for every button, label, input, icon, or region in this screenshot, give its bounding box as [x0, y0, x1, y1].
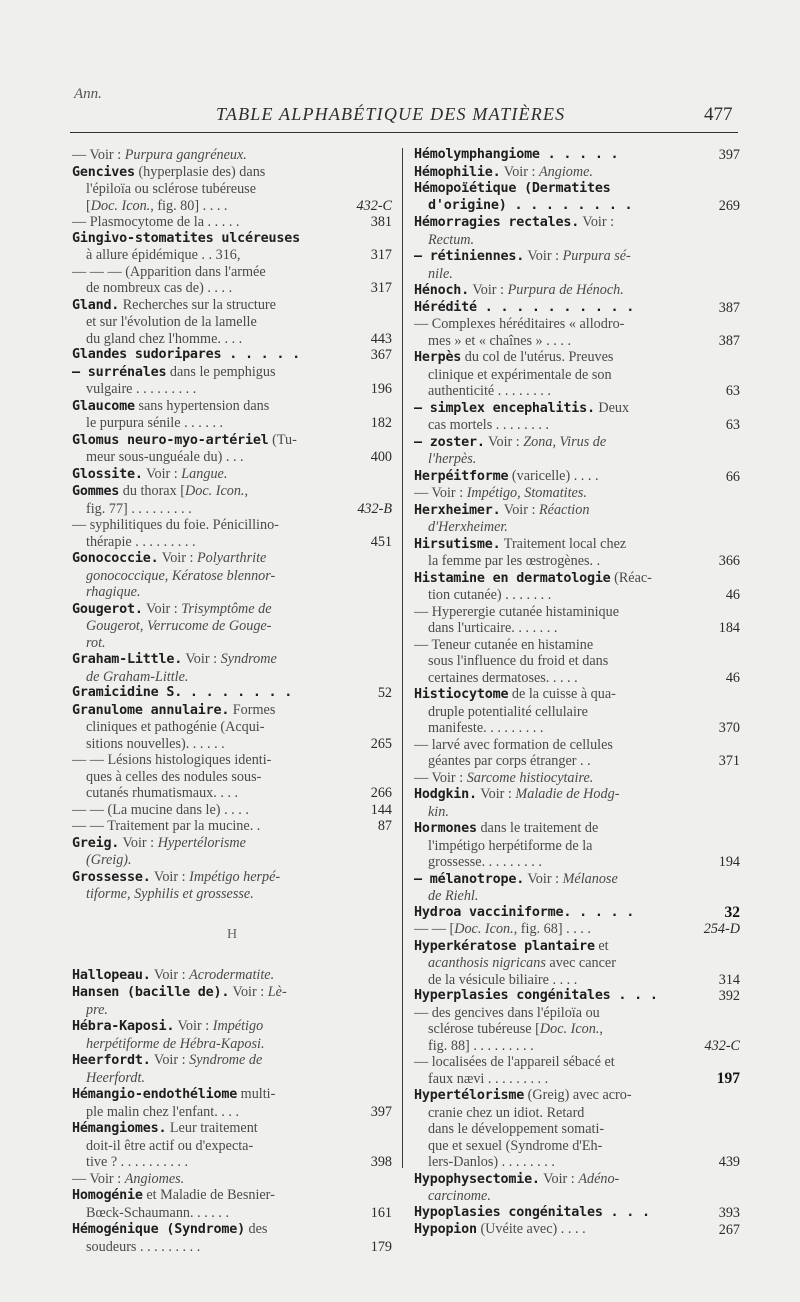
index-line: Glaucome sans hypertension dans	[72, 397, 270, 414]
index-line: Greig. Voir : Hypertélorisme	[72, 834, 246, 851]
index-line: Glomus neuro-myo-artériel (Tu-	[72, 431, 297, 448]
index-line: Histiocytome de la cuisse à qua-	[414, 686, 616, 702]
index-line: Herxheimer. Voir : Réaction	[414, 501, 590, 518]
index-line: — Voir : Purpura gangréneux.	[72, 147, 247, 163]
index-line: — rétiniennes. Voir : Purpura sé-	[414, 248, 631, 264]
index-line: de Riehl.	[428, 888, 479, 904]
index-line: Histamine en dermatologie (Réac-	[414, 569, 652, 586]
index-line: Hémophilie. Voir : Angiome.	[414, 163, 593, 180]
index-line: Gougerot, Verrucome de Gouge-	[86, 618, 272, 634]
index-line: Hypopion (Uvéite avec) . . . . 267	[414, 1221, 740, 1238]
index-line: Hérédité . . . . . . . . . . 387	[414, 299, 740, 316]
index-line: tiforme, Syphilis et grossesse.	[86, 886, 254, 902]
index-line: — des gencives dans l'épiloïa ou	[414, 1004, 600, 1021]
index-line: Hyperkératose plantaire et	[414, 937, 609, 954]
index-column-left	[72, 147, 392, 1255]
index-line: Hémolymphangiome . . . . . 397	[414, 147, 740, 163]
index-line: — syphilitiques du foie. Pénicillino-	[72, 517, 279, 533]
index-line: — — (La mucine dans le) . . . . 144	[72, 801, 392, 818]
index-line: l'impétigo herpétiforme de la	[428, 837, 593, 854]
index-line: — larvé avec formation de cellules	[414, 736, 613, 753]
index-line: tion cutanée) . . . . . . . 46	[428, 587, 740, 603]
index-line: la femme par les œstrogènes. . 366	[428, 553, 740, 569]
section-gap	[72, 903, 392, 917]
page-title: TABLE ALPHABÉTIQUE DES MATIÈRES	[216, 104, 566, 124]
index-line: Gommes du thorax [Doc. Icon.,	[72, 483, 249, 499]
index-line: cranie chez un idiot. Retard	[428, 1104, 585, 1121]
index-line: — zoster. Voir : Zona, Virus de	[414, 433, 607, 450]
index-line: rhagique.	[86, 584, 141, 600]
index-line: Hémangiomes. Leur traitement	[72, 1120, 258, 1136]
index-line: le purpura sénile . . . . . . 182	[86, 415, 392, 431]
index-line: sous l'influence du froid et dans	[428, 653, 609, 669]
index-line: de Graham-Little.	[86, 668, 189, 685]
index-line: Gramicidine S. . . . . . . . 52	[72, 685, 392, 701]
index-line: Hénoch. Voir : Purpura de Hénoch.	[414, 282, 624, 298]
index-line: Hypertélorisme (Greig) avec acro-	[414, 1087, 632, 1103]
index-line: à allure épidémique . . 316, 317	[86, 247, 392, 263]
index-line: doit-il être actif ou d'expecta-	[86, 1137, 254, 1154]
index-line: Heerfordt.	[86, 1069, 145, 1086]
index-line: — — [Doc. Icon., fig. 68] . . . . 254-D	[414, 921, 740, 937]
index-line: Gougerot. Voir : Trisymptôme de	[72, 600, 272, 617]
index-line: Heerfordt. Voir : Syndrome de	[72, 1052, 263, 1068]
index-line: Rectum.	[428, 231, 475, 248]
index-line: clinique et expérimentale de son	[428, 366, 612, 383]
column-divider	[402, 148, 403, 1168]
index-line: de nombreux cas de) . . . . 317	[86, 280, 392, 296]
index-line: Gland. Recherches sur la structure	[72, 296, 276, 313]
index-line: — surrénales dans le pemphigus	[72, 363, 276, 380]
index-line: sclérose tubéreuse [Doc. Icon.,	[428, 1021, 603, 1037]
index-line: Herpéitforme (varicelle) . . . . 66	[414, 467, 740, 485]
index-line: fig. 88] . . . . . . . . . 432-C	[428, 1037, 740, 1054]
index-line: — Hyperergie cutanée histaminique	[414, 603, 619, 620]
index-line: — Voir : Sarcome histiocytaire.	[414, 769, 594, 786]
index-line: — simplex encephalitis. Deux	[414, 399, 630, 416]
index-line: rot.	[86, 634, 106, 651]
index-line: — — — (Apparition dans l'armée	[72, 263, 266, 280]
index-line: soudeurs . . . . . . . . . 179	[86, 1238, 392, 1255]
index-line: Granulome annulaire. Formes	[72, 701, 276, 718]
index-line: — — Lésions histologiques identi-	[72, 752, 272, 768]
index-line: — Plasmocytome de la . . . . . 381	[72, 214, 392, 230]
index-line: Hémangio-endothéliome multi-	[72, 1086, 276, 1102]
index-line: pre.	[86, 1001, 108, 1018]
index-line: certaines dermatoses. . . . . 46	[428, 669, 740, 686]
index-line: Glossite. Voir : Langue.	[72, 465, 228, 482]
index-line: — Complexes héréditaires « allodro-	[414, 316, 625, 332]
index-line: meur sous-unguéale du) . . . 400	[86, 449, 392, 465]
index-line: dans le développement somati-	[428, 1121, 605, 1137]
index-line: faux nævi . . . . . . . . . 197	[428, 1069, 740, 1087]
index-line: du gland chez l'homme. . . . 443	[86, 330, 392, 347]
running-head-ann: Ann.	[74, 86, 102, 102]
index-line: Hyperplasies congénitales . . . 392	[414, 988, 740, 1004]
index-line: gonococcique, Kératose blennor-	[86, 567, 276, 584]
index-line: grossesse. . . . . . . . . 194	[428, 854, 740, 870]
index-line: d'Herxheimer.	[428, 519, 508, 535]
index-line: — Voir : Impétigo, Stomatites.	[414, 485, 587, 501]
index-line: — Teneur cutanée en histamine	[414, 636, 594, 653]
index-line: Bœck-Schaumann. . . . . . 161	[86, 1204, 392, 1221]
index-line: Hormones dans le traitement de	[414, 820, 599, 836]
index-line: Hansen (bacille de). Voir : Lè-	[72, 984, 287, 1000]
index-line: Hirsutisme. Traitement local chez	[414, 535, 627, 552]
index-line: ques à celles des nodules sous-	[86, 768, 262, 785]
index-line: lers-Danlos) . . . . . . . . 439	[428, 1154, 740, 1170]
index-line: Hodgkin. Voir : Maladie de Hodg-	[414, 786, 620, 802]
header-rule	[70, 132, 738, 133]
index-line: Hémogénique (Syndrome) des	[72, 1221, 268, 1237]
index-line: ple malin chez l'enfant. . . . 397	[86, 1103, 392, 1120]
index-line: Hydroa vacciniforme. . . . . 32	[414, 903, 740, 921]
index-line: géantes par corps étranger . . 371	[428, 753, 740, 769]
index-line: Homogénie et Maladie de Besnier-	[72, 1187, 275, 1203]
index-line: — — Traitement par la mucine. . 87	[72, 818, 392, 834]
index-line: fig. 77] . . . . . . . . . 432-B	[86, 500, 392, 517]
index-line: cas mortels . . . . . . . . 63	[428, 417, 740, 433]
index-line: cliniques et pathogénie (Acqui-	[86, 719, 265, 735]
index-line: acanthosis nigricans avec cancer	[428, 955, 616, 971]
index-line: d'origine) . . . . . . . . 269	[428, 197, 740, 214]
index-line: l'herpès.	[428, 451, 477, 467]
index-line: vulgaire . . . . . . . . . 196	[86, 381, 392, 397]
index-line: — Voir : Angiomes.	[72, 1170, 185, 1187]
index-line: Gingivo-stomatites ulcéreuses	[72, 230, 300, 246]
index-line: — localisées de l'appareil sébacé et	[414, 1054, 615, 1070]
index-line: tive ? . . . . . . . . . . 398	[86, 1154, 392, 1170]
index-line: que et sexuel (Syndrome d'Eh-	[428, 1137, 603, 1154]
index-line: mes » et « chaînes » . . . . 387	[428, 332, 740, 349]
index-line: kin.	[428, 803, 449, 820]
index-line: thérapie . . . . . . . . . 451	[86, 533, 392, 550]
index-line: Hypoplasies congénitales . . . 393	[414, 1204, 740, 1221]
section-gap	[72, 953, 392, 967]
index-line: druple potentialité cellulaire	[428, 703, 588, 720]
index-line: de la vésicule biliaire . . . . 314	[428, 971, 740, 988]
index-column-right	[414, 147, 740, 1239]
index-line: authenticité . . . . . . . . 63	[428, 383, 740, 399]
section-letter: H	[226, 926, 238, 942]
index-line: manifeste. . . . . . . . . 370	[428, 720, 740, 736]
index-line: Graham-Little. Voir : Syndrome	[72, 651, 277, 667]
index-line: Glandes sudoripares . . . . . 367	[72, 347, 392, 363]
index-line: Hypophysectomie. Voir : Adéno-	[414, 1170, 620, 1187]
index-line: nile.	[428, 265, 453, 282]
index-line: carcinome.	[428, 1188, 491, 1204]
index-line: dans l'urticaire. . . . . . . 184	[428, 620, 740, 636]
index-line: Gencives (hyperplasie des) dans	[72, 163, 266, 180]
index-line: [Doc. Icon., fig. 80] . . . . 432-C	[86, 197, 392, 214]
index-line: Hébra-Kaposi. Voir : Impétigo	[72, 1018, 264, 1034]
index-line: sitions nouvelles). . . . . . 265	[86, 735, 392, 752]
index-line: cutanés rhumatismaux. . . . 266	[86, 785, 392, 801]
page-number: 477	[704, 104, 733, 125]
index-line: Herpès du col de l'utérus. Preuves	[414, 349, 614, 365]
index-line: Grossesse. Voir : Impétigo herpé-	[72, 868, 281, 885]
index-line: Hémopoïétique (Dermatites	[414, 181, 611, 196]
index-line: herpétiforme de Hébra-Kaposi.	[86, 1035, 265, 1052]
index-line: l'épiloïa ou sclérose tubéreuse	[86, 181, 256, 197]
index-line: Hallopeau. Voir : Acrodermatite.	[72, 966, 275, 983]
index-line: Gonococcie. Voir : Polyarthrite	[72, 550, 267, 566]
index-line: (Greig).	[86, 852, 132, 868]
index-line: — mélanotrope. Voir : Mélanose	[414, 870, 618, 887]
index-line: Hémorragies rectales. Voir :	[414, 214, 615, 230]
index-line: et sur l'évolution de la lamelle	[86, 314, 257, 330]
